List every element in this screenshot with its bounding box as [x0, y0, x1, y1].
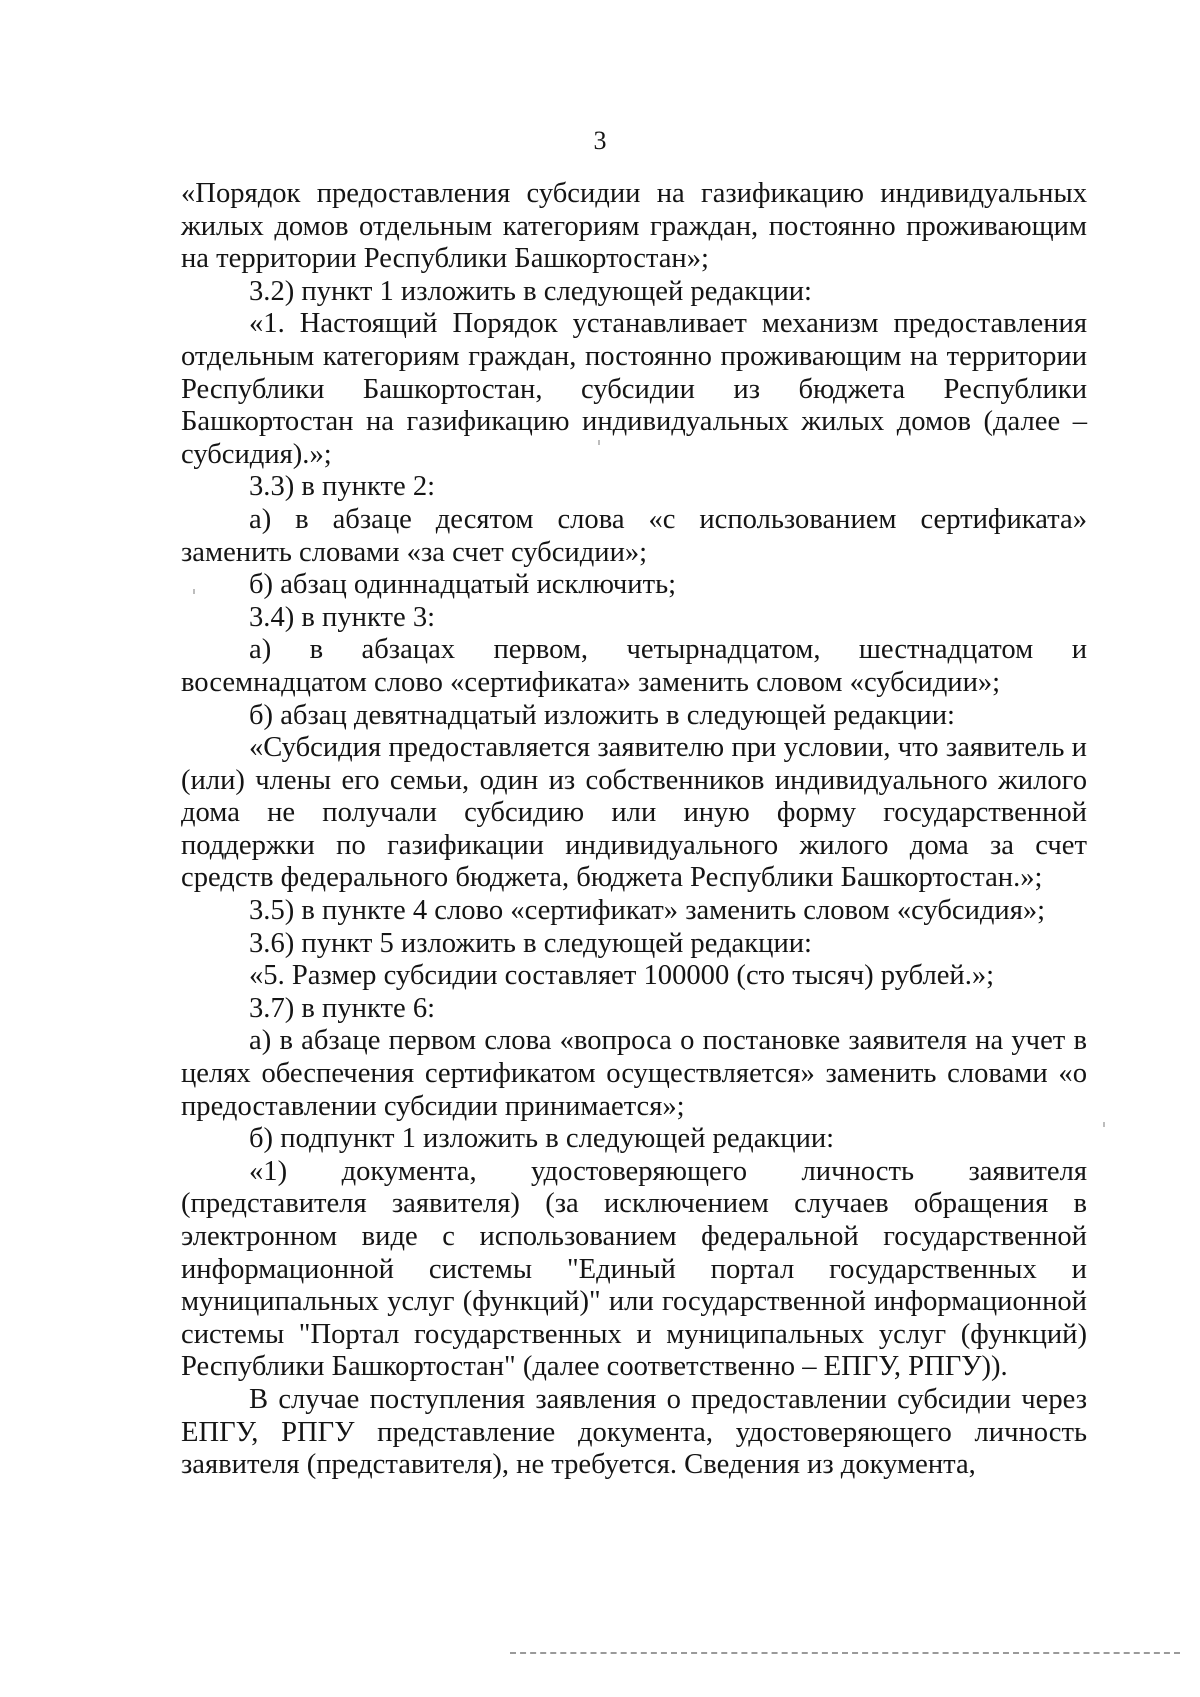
paragraph-item-3-7: 3.7) в пункте 6:	[249, 992, 436, 1024]
paragraph-item-3-7-b: б) подпункт 1 изложить в следующей редакции:	[249, 1123, 835, 1155]
scan-speck	[193, 589, 195, 594]
document-body	[181, 178, 1087, 1482]
paragraph-item-3-4-a: а) в абзацах первом, четырнадцатом, шестнадцатом и восемнадцатом слово «сертификата» заменить словом «субсидии»;	[181, 634, 1087, 698]
scan-speck	[1103, 1122, 1105, 1127]
paragraph-item-3-2: 3.2) пункт 1 изложить в следующей редакции:	[249, 275, 812, 307]
paragraph-epgu-rpgu: В случае поступления заявления о предоставлении субсидии через ЕПГУ, РПГУ представление документа, удостоверяющего личность заявителя (представителя), не требуется. Сведения из документа,	[181, 1383, 1087, 1481]
scan-speck	[598, 440, 600, 445]
paragraph-subsidy-condition: «Субсидия предоставляется заявителю при условии, что заявитель и (или) члены его семьи, один из собственников индивидуального жилого дома не получали субсидию или иную форму государственной поддержки по газификации индивидуального жилого дома за счет средств федерального бюджета, бюджета Республики Башкортостан.»;	[181, 732, 1087, 894]
paragraph-item-3-3-b: б) абзац одиннадцатый исключить;	[249, 569, 677, 601]
paragraph-item-3-6: 3.6) пункт 5 изложить в следующей редакции:	[249, 927, 812, 959]
paragraph-subsidy-amount: «5. Размер субсидии составляет 100000 (сто тысяч) рублей.»;	[249, 960, 995, 992]
paragraph-order-title: «Порядок предоставления субсидии на газификацию индивидуальных жилых домов отдельным категориям граждан, постоянно проживающим на территории Республики Башкортостан»;	[181, 178, 1087, 275]
paragraph-subpoint-1-text: «1) документа, удостоверяющего личность заявителя (представителя заявителя) (за исключением случаев обращения в электронном виде с использованием федеральной государственной информационной системы "Единый портал государственных и муниципальных услуг (функций)" или государственной информационной системы "Портал государственных и муниципальных услуг (функций) Республики Башкортостан" (далее соответственно – ЕПГУ, РПГУ)).	[181, 1155, 1087, 1383]
paragraph-item-3-5: 3.5) в пункте 4 слово «сертификат» заменить словом «субсидия»;	[249, 895, 1046, 927]
paragraph-item-3-7-a: а) в абзаце первом слова «вопроса о постановке заявителя на учет в целях обеспечения сертификатом осуществляется» заменить словами «о предоставлении субсидии принимается»;	[181, 1025, 1087, 1122]
paragraph-item-3-3: 3.3) в пункте 2:	[249, 471, 436, 503]
scan-edge-line	[510, 1652, 1180, 1654]
page-number: 3	[593, 126, 607, 155]
paragraph-item-3-3-a: а) в абзаце десятом слова «с использованием сертификата» заменить словами «за счет субсидии»;	[181, 503, 1087, 568]
paragraph-item-3-4: 3.4) в пункте 3:	[249, 601, 436, 633]
paragraph-point-1-text: «1. Настоящий Порядок устанавливает механизм предоставления отдельным категориям граждан, постоянно проживающим на территории Республики Башкортостан, субсидии из бюджета Республики Башкортостан на газификацию индивидуальных жилых домов (далее – субсидия).»;	[181, 308, 1087, 470]
paragraph-item-3-4-b: б) абзац девятнадцатый изложить в следующей редакции:	[249, 699, 955, 731]
